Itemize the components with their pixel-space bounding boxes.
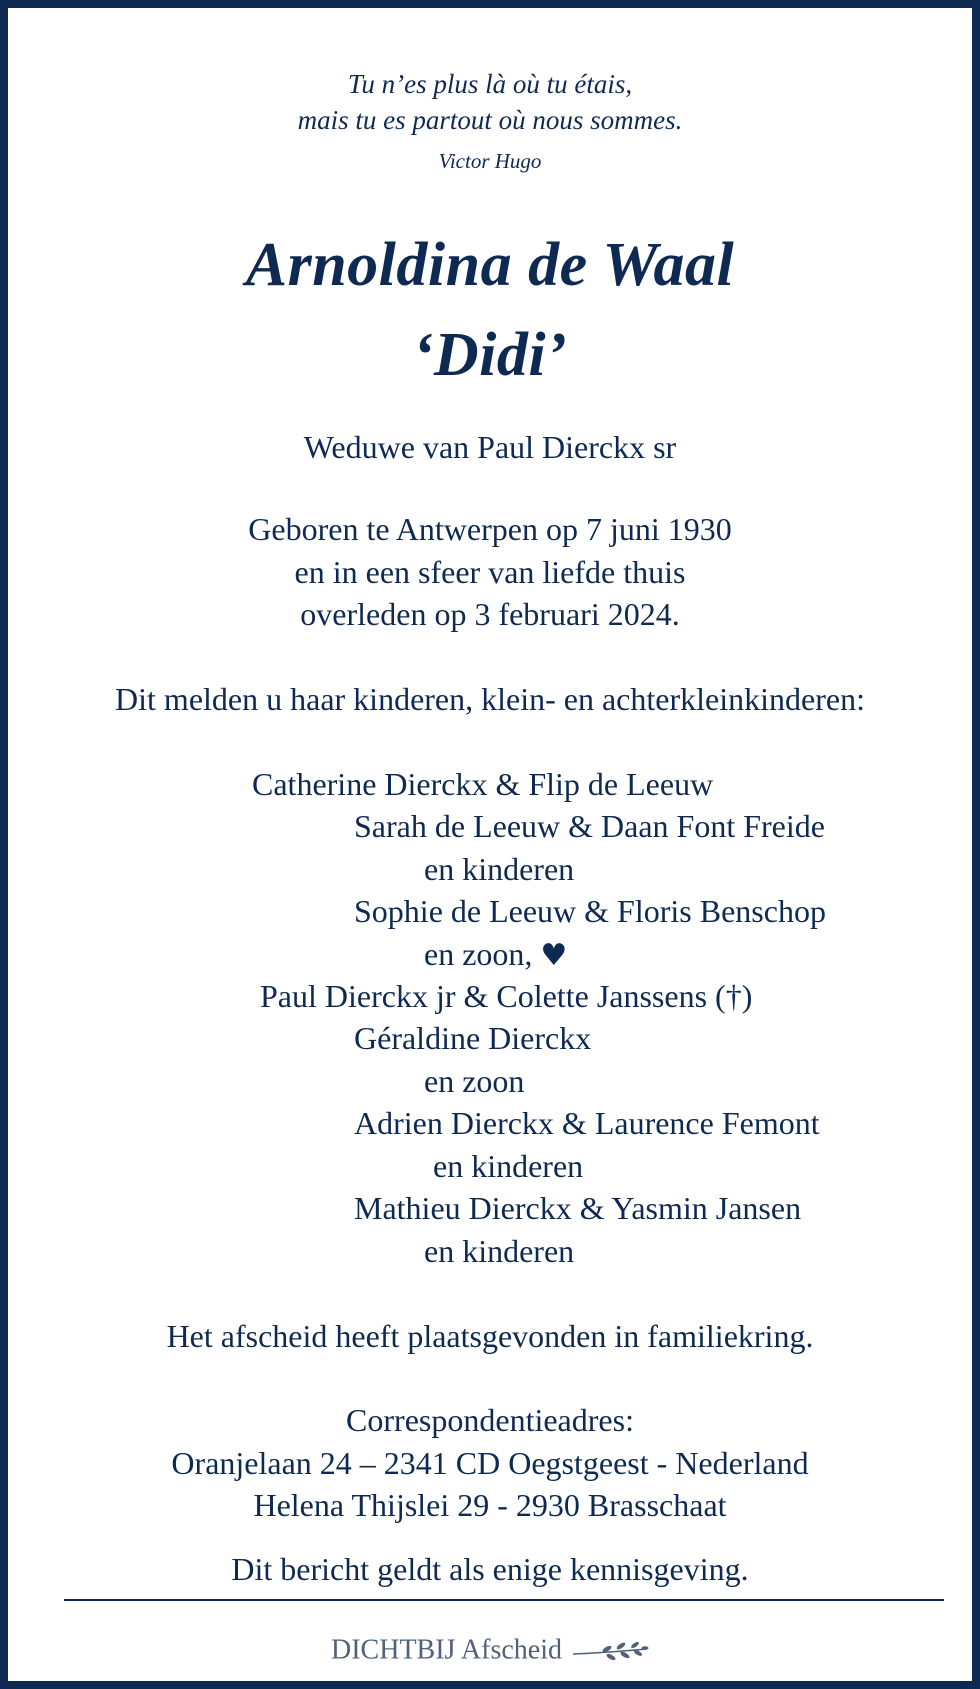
family-line bbox=[424, 938, 567, 971]
family-line: Sarah de Leeuw & Daan Font Freide bbox=[354, 808, 825, 844]
family-line: Paul Dierckx jr & Colette Janssens (†) bbox=[260, 978, 753, 1014]
correspondence-address-2: Helena Thijslei 29 - 2930 Brasschaat bbox=[253, 1487, 727, 1523]
family-line-text: en zoon, bbox=[424, 936, 541, 972]
family-line: Géraldine Dierckx bbox=[354, 1020, 592, 1056]
heart-icon: ♥ bbox=[540, 938, 568, 973]
family-line: en kinderen bbox=[424, 851, 575, 887]
family-line: en kinderen bbox=[424, 1233, 575, 1269]
dates-line-1: Geboren te Antwerpen op 7 juni 1930 bbox=[248, 511, 732, 547]
deceased-name: Arnoldina de Waal bbox=[245, 231, 735, 299]
family-line: Mathieu Dierckx & Yasmin Jansen bbox=[354, 1190, 802, 1226]
farewell-line: Het afscheid heeft plaatsgevonden in familiekring. bbox=[166, 1318, 814, 1354]
dates-line-2: en in een sfeer van liefde thuis bbox=[294, 554, 686, 590]
family-line: en zoon bbox=[424, 1063, 525, 1099]
correspondence-label: Correspondentieadres: bbox=[346, 1402, 634, 1438]
brand-label: DICHTBIJ Afscheid bbox=[331, 1634, 562, 1666]
quote-author: Victor Hugo bbox=[438, 149, 542, 173]
sprig-icon bbox=[571, 1640, 649, 1662]
dates-line-3: overleden op 3 februari 2024. bbox=[300, 596, 680, 632]
relation-line: Weduwe van Paul Dierckx sr bbox=[303, 429, 677, 465]
quote-line-1: Tu n’es plus là où tu étais, bbox=[347, 69, 633, 99]
footer-brand bbox=[8, 1635, 972, 1665]
correspondence-address-1: Oranjelaan 24 – 2341 CD Oegstgeest - Nederland bbox=[171, 1445, 809, 1481]
announcement: Dit melden u haar kinderen, klein- en achterkleinkinderen: bbox=[115, 681, 865, 717]
notice-line: Dit bericht geldt als enige kennisgeving. bbox=[231, 1551, 749, 1587]
family-line: Sophie de Leeuw & Floris Benschop bbox=[354, 893, 826, 929]
family-line: Catherine Dierckx & Flip de Leeuw bbox=[252, 766, 714, 802]
quote-line-2: mais tu es partout où nous sommes. bbox=[297, 105, 683, 135]
footer-divider bbox=[64, 1599, 944, 1601]
family-line: Adrien Dierckx & Laurence Femont bbox=[354, 1105, 820, 1141]
family-line: en kinderen bbox=[433, 1148, 584, 1184]
deceased-nickname: ‘Didi’ bbox=[412, 321, 568, 389]
